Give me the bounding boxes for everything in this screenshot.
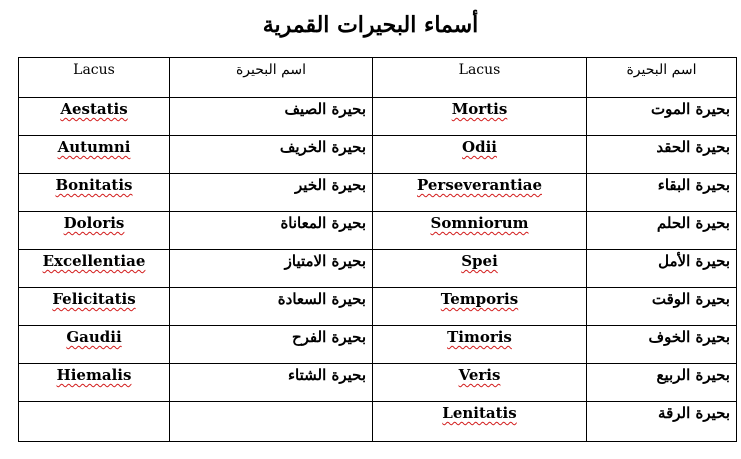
cell-arabic-left: بحيرة الخريف [170, 136, 373, 174]
cell-arabic-left: بحيرة السعادة [170, 288, 373, 326]
cell-latin-left [19, 250, 170, 288]
cell-arabic-right: بحيرة الربيع [587, 364, 737, 402]
latin-name: Timoris [447, 328, 512, 346]
table-row [19, 212, 737, 250]
cell-arabic-left-empty [170, 402, 373, 442]
cell-latin-left-empty [19, 402, 170, 442]
document-title: أسماء البحيرات القمرية [262, 12, 479, 38]
table-row [19, 98, 737, 136]
cell-latin-left [19, 212, 170, 250]
cell-arabic-right: بحيرة الرقة [587, 402, 737, 442]
cell-arabic-left: بحيرة الشتاء [170, 364, 373, 402]
cell-arabic-left: بحيرة الصيف [170, 98, 373, 136]
table-row [19, 364, 737, 402]
table-row [19, 136, 737, 174]
cell-latin-right [373, 174, 587, 212]
cell-arabic-right: بحيرة الخوف [587, 326, 737, 364]
cell-latin-right [373, 326, 587, 364]
latin-name: Felicitatis [52, 290, 136, 308]
header-lake-name-left: اسم البحيرة [170, 58, 373, 98]
cell-latin-right [373, 288, 587, 326]
latin-name: Excellentiae [42, 252, 146, 270]
cell-arabic-left: بحيرة الخير [170, 174, 373, 212]
cell-arabic-right: بحيرة الموت [587, 98, 737, 136]
latin-name: Spei [461, 252, 498, 270]
cell-latin-left [19, 364, 170, 402]
header-lacus-left: Lacus [19, 58, 170, 98]
latin-name: Gaudii [66, 328, 122, 346]
cell-arabic-right: بحيرة الحلم [587, 212, 737, 250]
latin-name: Mortis [451, 100, 508, 118]
table-row [19, 288, 737, 326]
latin-name: Doloris [63, 214, 125, 232]
cell-arabic-left: بحيرة المعاناة [170, 212, 373, 250]
cell-latin-right [373, 98, 587, 136]
latin-name: Somniorum [430, 214, 529, 232]
table-row [19, 250, 737, 288]
cell-latin-left [19, 288, 170, 326]
latin-name: Autumni [57, 138, 131, 156]
latin-name: Hiemalis [56, 366, 132, 384]
lakes-table [18, 57, 737, 442]
cell-arabic-left: بحيرة الامتياز [170, 250, 373, 288]
latin-name: Perseverantiae [417, 176, 542, 194]
table-row [19, 326, 737, 364]
cell-arabic-right: بحيرة البقاء [587, 174, 737, 212]
cell-latin-right [373, 402, 587, 442]
cell-latin-right [373, 136, 587, 174]
latin-name: Odii [462, 138, 497, 156]
latin-name: Bonitatis [55, 176, 133, 194]
cell-latin-right [373, 250, 587, 288]
header-lacus-right: Lacus [373, 58, 587, 98]
cell-latin-left [19, 136, 170, 174]
latin-name: Veris [458, 366, 501, 384]
cell-arabic-right: بحيرة الوقت [587, 288, 737, 326]
cell-arabic-right: بحيرة الحقد [587, 136, 737, 174]
cell-arabic-right: بحيرة الأمل [587, 250, 737, 288]
latin-name: Aestatis [60, 100, 128, 118]
latin-name: Lenitatis [442, 404, 517, 422]
latin-name: Temporis [440, 290, 519, 308]
header-lake-name-right: اسم البحيرة [587, 58, 737, 98]
cell-arabic-left: بحيرة الفرح [170, 326, 373, 364]
cell-latin-left [19, 326, 170, 364]
cell-latin-right [373, 212, 587, 250]
cell-latin-left [19, 98, 170, 136]
cell-latin-right [373, 364, 587, 402]
table-row [19, 174, 737, 212]
table-header-row [19, 58, 737, 98]
table-row [19, 402, 737, 442]
cell-latin-left [19, 174, 170, 212]
